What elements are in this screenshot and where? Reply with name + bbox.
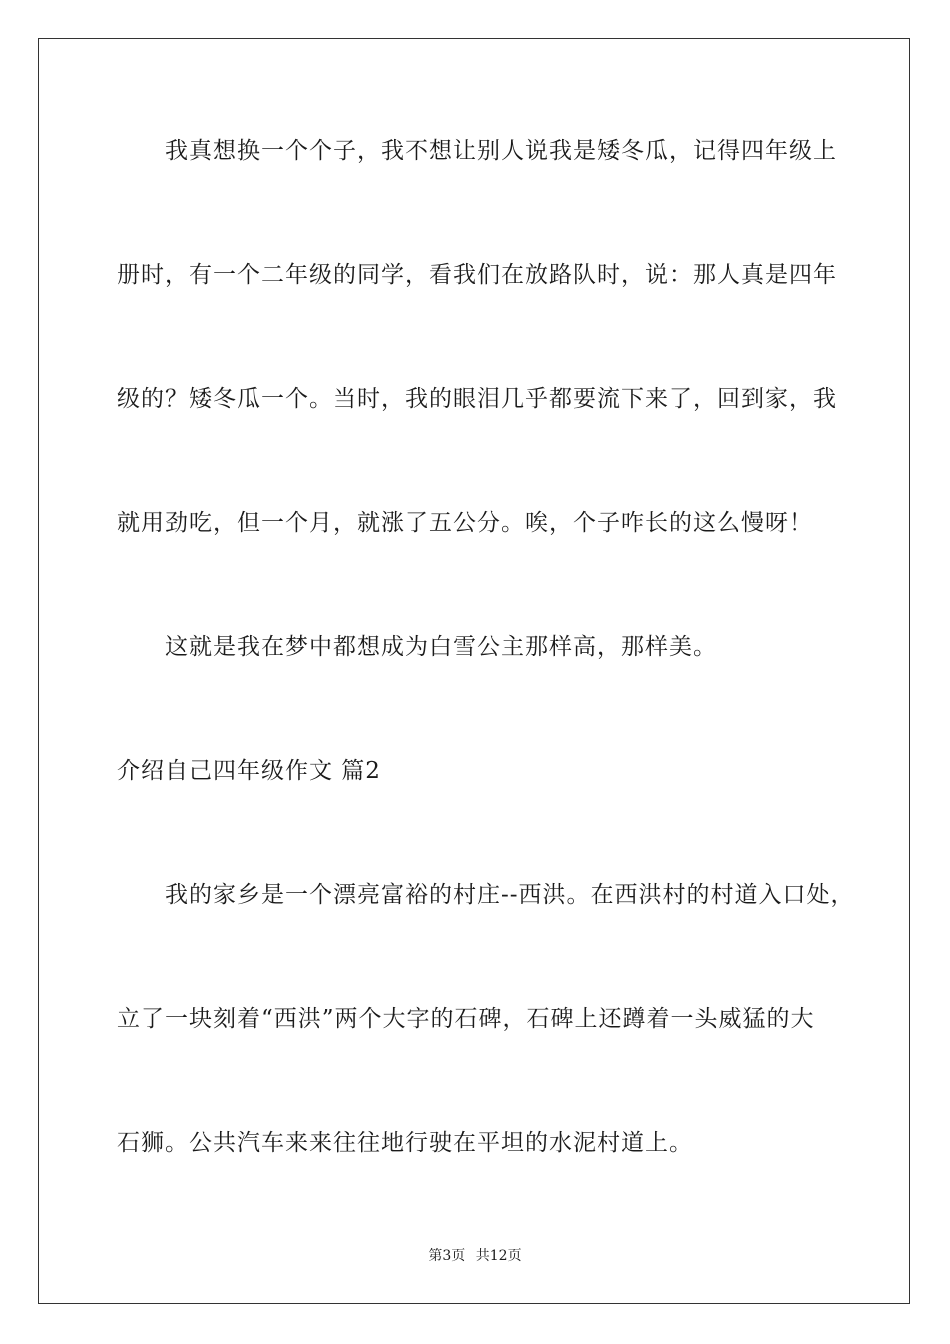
page-total: 共12页: [475, 1248, 522, 1264]
paragraph-line-5: 这就是我在梦中都想成为白雪公主那样高，那样美。: [165, 634, 717, 660]
paragraph-line-1: 我真想换一个个子，我不想让别人说我是矮冬瓜，记得四年级上: [165, 138, 837, 164]
paragraph-line-2: 册时，有一个二年级的同学，看我们在放路队时，说：那人真是四年: [117, 262, 837, 288]
paragraph-line-8: 石狮。公共汽车来来往往地行驶在平坦的水泥村道上。: [117, 1130, 693, 1156]
paragraph-line-6: 我的家乡是一个漂亮富裕的村庄--西洪。在西洪村的村道入口处，: [165, 882, 855, 908]
page-number: 第3页: [428, 1248, 466, 1264]
paragraph-line-3: 级的？矮冬瓜一个。当时，我的眼泪几乎都要流下来了，回到家，我: [117, 386, 837, 412]
page-border: [38, 38, 910, 1304]
paragraph-line-7: 立了一块刻着“西洪”两个大字的石碑，石碑上还蹲着一头威猛的大: [117, 1006, 815, 1032]
paragraph-line-4: 就用劲吃，但一个月，就涨了五公分。唉，个子咋长的这么慢呀！: [117, 510, 813, 536]
page-footer: [0, 1246, 950, 1266]
section-heading: 介绍自己四年级作文 篇2: [117, 758, 381, 784]
